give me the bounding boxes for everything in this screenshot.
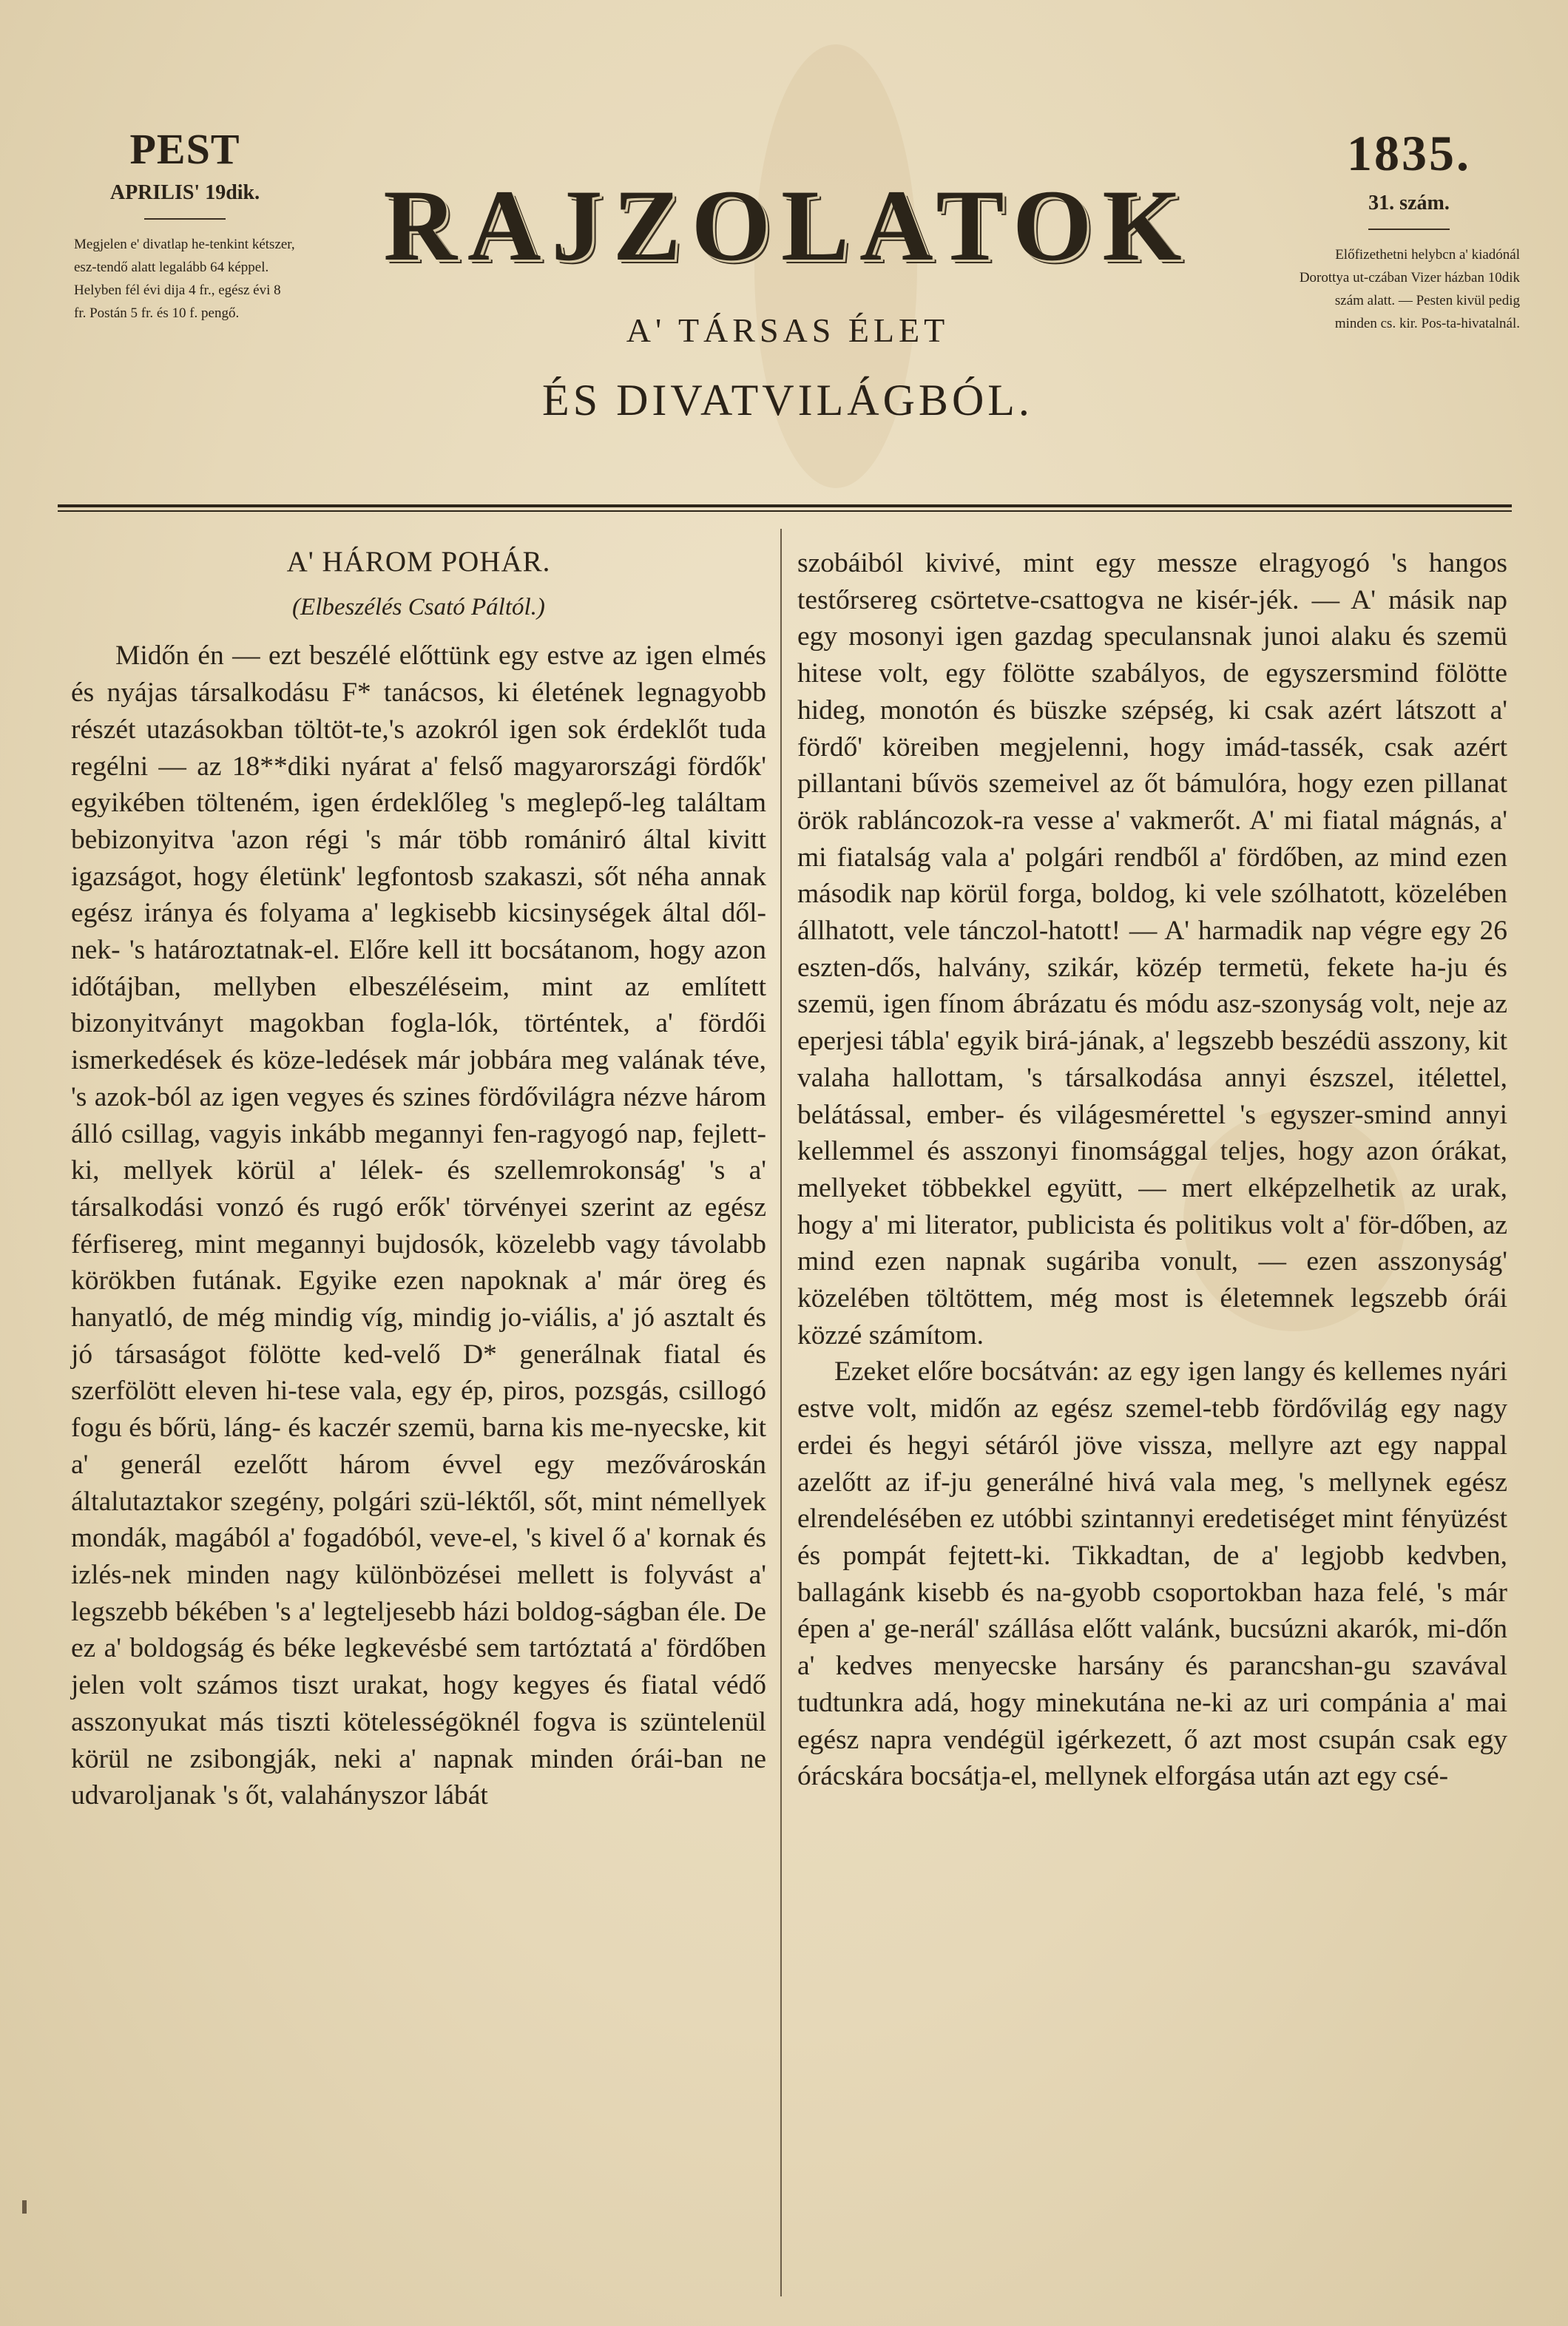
article-paragraph: Midőn én — ezt beszélé előttünk egy estve az igen elmés és nyájas társalkodásu F* tanácsos, ki életének legnagyobb részét utazásokban töltöt-te,'s azokról igen sok érdeklőt tuda regélni — az 18**diki nyárat a' felső magyarországi fördők' egyikében tölteném, igen érdeklőleg 's meglepő-leg találtam bebizonyitva 'azon régi 's már több romániró által kivitt igazságot, hogy életünk' legfontosb szakaszi, sőt néha annak egész iránya és folyama a' legkisebb kicsinységek által dől-nek- 's határoztatnak-el. Előre kell itt bocsátanom, hogy azon időtájban, mellyben elbeszéléseim, mint az említett bizonyitványt magokban fogla-lók, történtek, a' fördői ismerkedések és köze-ledések már jobbára meg valának téve, 's azok-ból az igen vegyes és szines fördővilágra nézve három álló csillag, vagyis inkább megannyi fen-ragyogó nap, fejlett-ki, mellyek körül a' lélek- és szellemrokonság' 's a' társalkodási vonzó és rugó erők' törvényei szerint az egész férfisereg, mint megannyi bujdosók, közelebb vagy távolabb körökben futának. Egyike ezen napoknak a' már öreg és hanyatló, de még mindig víg, mindig jo-viális, a' jó asztalt és jó társaságot fölötte ked-velő D* generálnak fiatal és szerfölött eleven hi-tese vala, egy ép, piros, pozsgás, csillogó fogu és bőrü, láng- és kaczér szemü, barna kis me-nyecske, kit a' generál ezelőtt három évvel egy mezővároskán általutaztakor szegény, polgári szü-léktől, sőt, mint némellyek mondák, magából a' fogadóból, veve-el, 's kivel ő a' kornak és izlés-nek minden nagy különbözései mellett is folyvást a' legszebb békében 's a' legteljesebb házi boldog-ságban éle. De ez a' boldogság és béke legkevésbé sem tartóztatá a' fördőben jelen volt számos tiszt urakat, hogy kegyes és fiatal védő asszonyukat más tiszti kötelességöknél fogva is szüntelenül körül ne zsibongják, neki a' napnak minden órái-ban ne udvaroljanak 's őt, valahányszor lábát (71, 640, 766, 1811)
subscription-notice-left: Megjelen e' divatlap he-tenkint kétszer, esz-tendő alatt legalább 64 képpel. Helyben fél évi dija 4 fr., egész évi 8 fr. Postán 5 fr. és 10 f. pengő. (74, 237, 295, 321)
article-paragraph: szobáiból kivivé, mint egy messze elragyogó 's hangos testőrsereg csörtetve-csattogva ne kisér-jék. — A' másik nap egy mosonyi igen gazdag speculansnak junoi alaku és szemü hitese volt, egy fölötte szabályos, de egyszersmind fölötte hideg, monotón és büszke szépség, ki csak azért látszott a' fördő' köreiben megjelenni, hogy imád-tassék, csak azért pillantani bűvös szemeivel az őt bámulóra, hogy ezen pillanat örök rabláncozok-ra vesse a' vakmerőt. A' mi fiatal mágnás, a' mi fiatalság vala a' polgári rendből a' fördőben, az mind ezen második nap körül forga, boldog, ki vele szólhatott, közelében állhatott, vele tánczol-hatott! — A' harmadik nap végre egy 26 eszten-dős, halvány, szikár, közép termetü, fekete ha-ju és szemü, igen fínom ábrázatu és módu asz-szonyság volt, neje az eperjesi tábla' egyik birá-jának, a' legszebb beszédü asszony, kit valaha hallottam, 's társalkodása annyi észszel, itélettel, belátással, ember- és világesmérettel 's egyszer-smind annyi kellemmel és asszonyi finomsággal teljes, hogy azon órákat, mellyeket többekkel együtt, — mert elképzelhetik az urak, hogy a' mi literator, publicista és politikus volt a' för-dőben, az mind ezen napnak sugáriba vonult, — ezen asszonyság' közelében töltöttem, még most is életemnek legszebb órái közzé számítom. (797, 548, 1507, 1350)
issue-year: 1835. (1347, 125, 1471, 181)
right-column (797, 545, 1507, 1795)
masthead (362, 170, 1213, 426)
printer-mark (22, 2200, 27, 2214)
header-left (74, 124, 296, 325)
subscription-notice-right: Előfizethetni helybcn a' kiadónál Dorottya ut-czában Vizer házban 10dik szám alatt. — Pesten kivül pedig minden cs. kir. Pos-ta-hivatalnál. (1299, 247, 1520, 331)
article-author: (Elbeszélés Csató Páltól.) (292, 593, 545, 621)
subtitle-line1: A' TÁRSAS ÉLET (626, 311, 950, 349)
city-name: PEST (129, 125, 240, 173)
issue-number: 31. szám. (1368, 192, 1450, 214)
header-rule (58, 504, 1512, 507)
header-right (1298, 124, 1520, 335)
newspaper-title: RAJZOLATOK (383, 169, 1192, 282)
article-paragraph: Ezeket előre bocsátván: az egy igen langy és kellemes nyári estve volt, midőn az egész szemel-tebb fördővilág egy nagy erdei és hegyi sétáról jöve vissza, mellyre azt egy nappal azelőtt az if-ju generálné hivá vala meg, 's mellynek egész elrendelésében ez utóbbi szintannyi eredetiséget mint fényüzést és pompát fejtett-ki. Tikkadtan, de a' legjobb kedvben, ballagánk kisebb és na-gyobb csoportokban haza felé, 's már épen a' ge-nerál' szállása előtt valánk, bucsúzni akarók, mi-dőn a' kedves menyecske harsány és parancshan-gu szavával tudtunkra adá, hogy minekutána ne-ki az uri compánia a' mai egész napra vendégül igérkezett, ő azt most csupán csak egy órácskára bocsátja-el, mellynek elforgása után azt egy csé- (797, 1356, 1507, 1792)
divider (1368, 229, 1450, 230)
header-rule-thin (58, 510, 1512, 512)
column-divider (780, 529, 782, 2296)
subtitle-line2: ÉS DIVATVILÁGBÓL. (542, 376, 1033, 425)
article-title: A' HÁROM POHÁR. (286, 546, 551, 578)
divider (144, 218, 226, 220)
issue-date: APRILIS' 19dik. (109, 181, 260, 204)
left-column (71, 544, 766, 1814)
